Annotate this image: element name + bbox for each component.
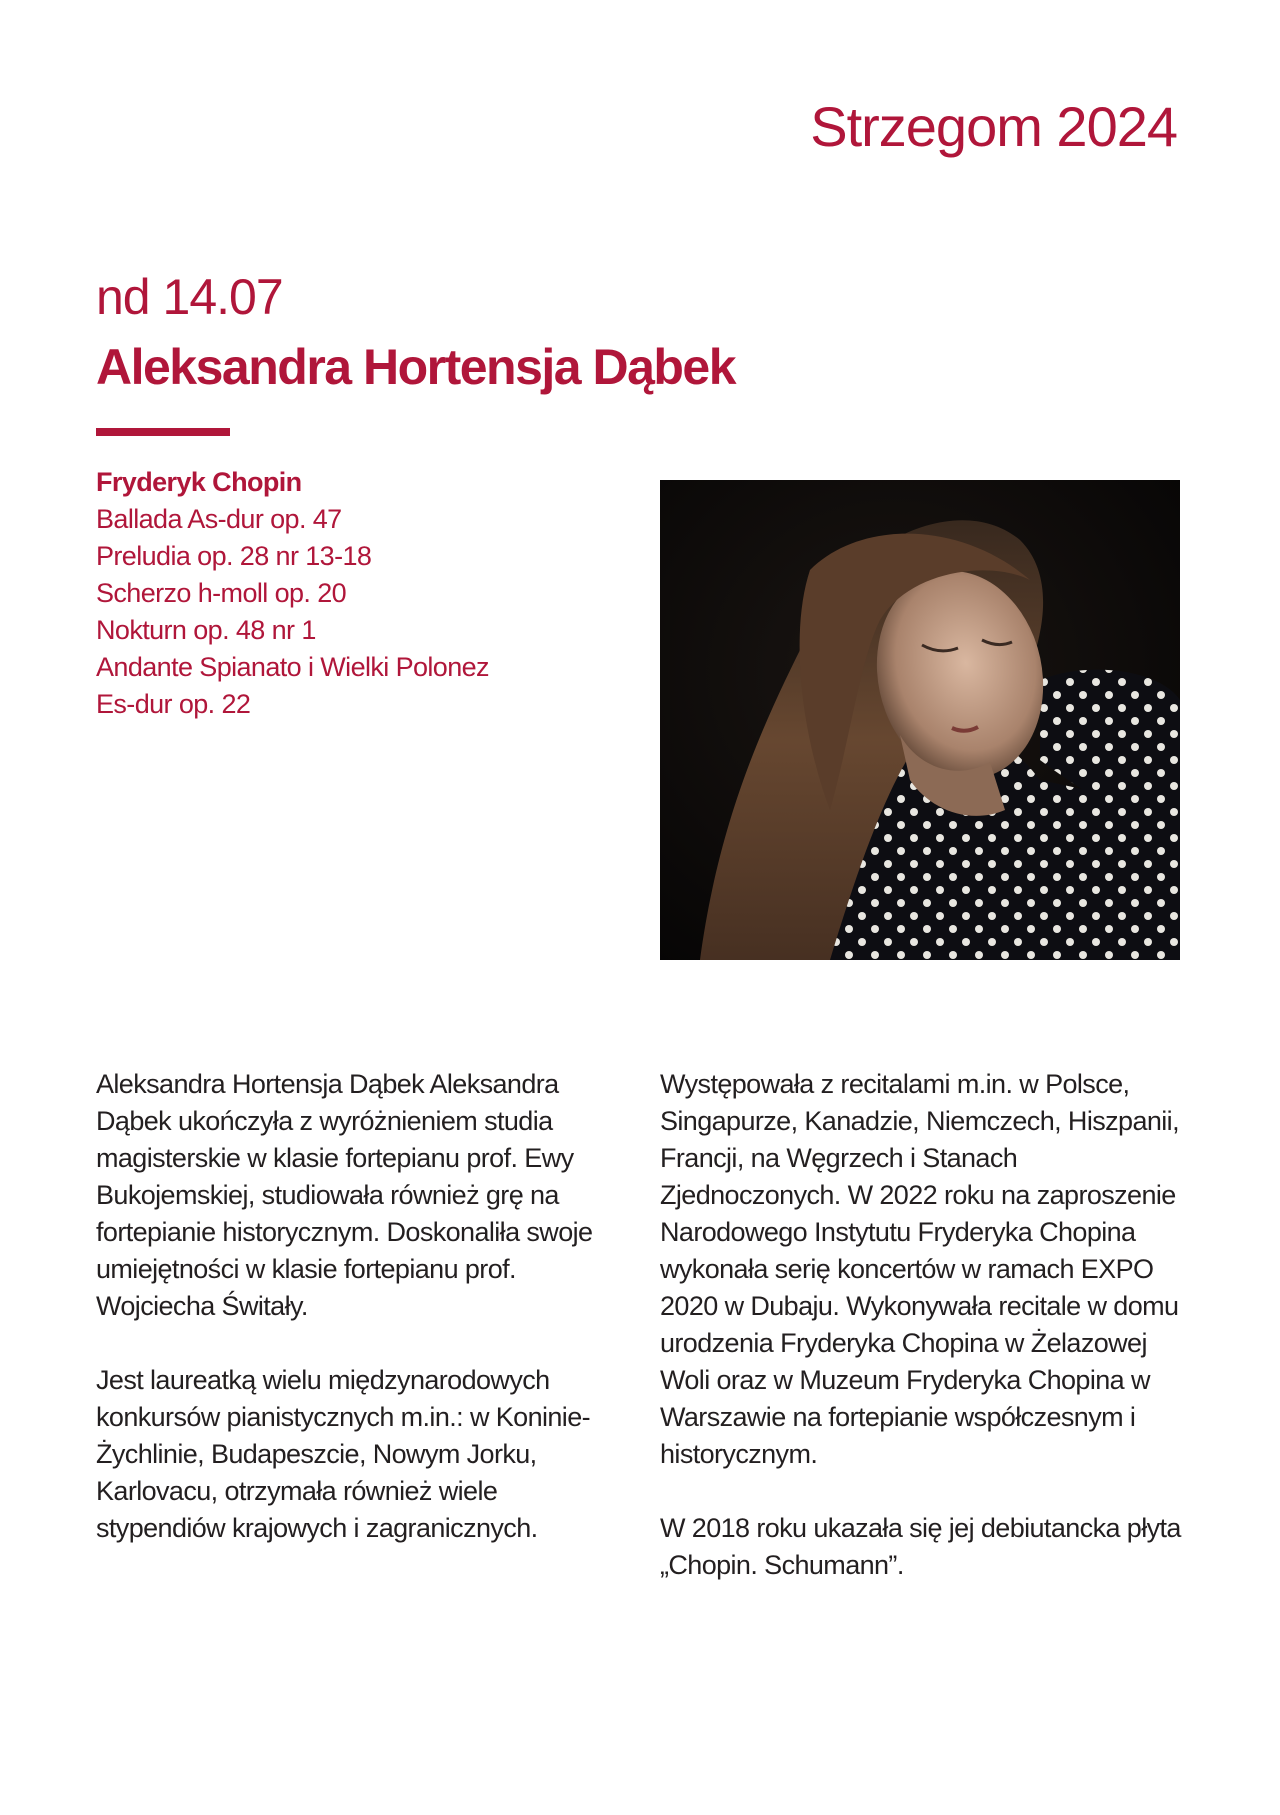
program-list bbox=[96, 464, 616, 723]
accent-divider bbox=[96, 428, 230, 436]
program-work: Preludia op. 28 nr 13-18 bbox=[96, 541, 372, 571]
festival-title: Strzegom 2024 bbox=[810, 95, 1177, 158]
bio-paragraph: Aleksandra Hortensja Dąbek Aleksandra Dąbek ukończyła z wyróżnieniem studia magisterskie w klasie fortepianu prof. Ewy Bukojemskiej, studiowała również grę na fortepianie historycznym. Doskonaliła swoje umiejętności w klasie fortepianu prof. Wojciecha Świtały. bbox=[96, 1069, 593, 1321]
program-composer: Fryderyk Chopin bbox=[96, 467, 302, 497]
bio-paragraph: W 2018 roku ukazała się jej debiutancka płyta „Chopin. Schumann”. bbox=[660, 1513, 1181, 1580]
bio-right-column bbox=[660, 1066, 1190, 1621]
artist-portrait-photo bbox=[660, 480, 1180, 960]
program-work: Nokturn op. 48 nr 1 bbox=[96, 615, 316, 645]
program-work: Scherzo h-moll op. 20 bbox=[96, 578, 347, 608]
artist-name: Aleksandra Hortensja Dąbek bbox=[96, 339, 736, 395]
bio-paragraph: Występowała z recitalami m.in. w Polsce, Singapurze, Kanadzie, Niemczech, Hiszpanii, Francji, na Węgrzech i Stanach Zjednoczonych. W 2022 roku na zaproszenie Narodowego Instytutu Fryderyka Chopina wykonała serię koncertów w ramach EXPO 2020 w Dubaju. Wykonywała recitale w domu urodzenia Fryderyka Chopina w Żelazowej Woli oraz w Muzeum Fryderyka Chopina w Warszawie na fortepianie współczesnym i historycznym. bbox=[660, 1069, 1179, 1469]
bio-paragraph: Jest laureatką wielu międzynarodowych konkursów pianistycznych m.in.: w Koninie-Żychlinie, Budapeszcie, Nowym Jorku, Karlovacu, otrzymała również wiele stypendiów krajowych i zagranicznych. bbox=[96, 1365, 591, 1543]
program-work: Es-dur op. 22 bbox=[96, 689, 251, 719]
event-date: nd 14.07 bbox=[96, 269, 283, 325]
program-work: Andante Spianato i Wielki Polonez bbox=[96, 652, 489, 682]
program-work: Ballada As-dur op. 47 bbox=[96, 504, 342, 534]
bio-left-column bbox=[96, 1066, 616, 1584]
